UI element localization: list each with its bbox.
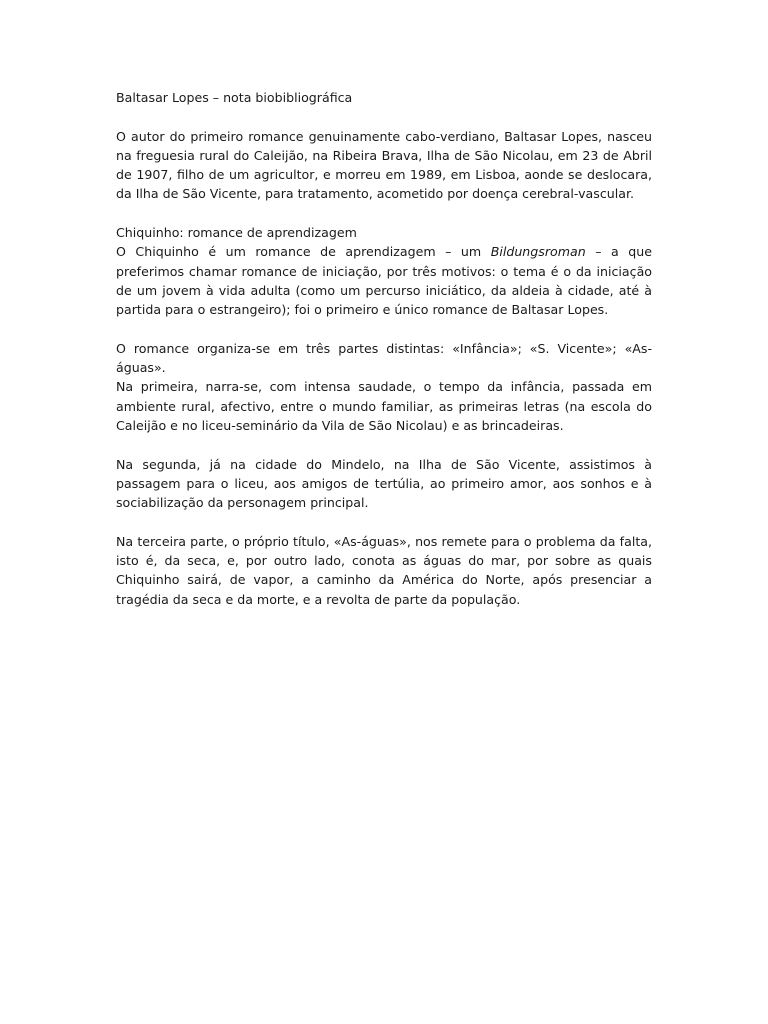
paragraph-second-part: Na segunda, já na cidade do Mindelo, na Ilha de São Vicente, assistimos à passagem para o liceu, aos amigos de tertúlia, ao primeiro amor, aos sonhos e à sociabilização da personagem principal. [116, 456, 652, 511]
paragraph-text-start: O Chiquinho é um romance de aprendizagem – um [116, 244, 491, 260]
paragraph-structure: O romance organiza-se em três partes distintas: «Infância»; «S. Vicente»; «As-águas». [116, 340, 652, 376]
paragraph-first-part: Na primeira, narra-se, com intensa saudade, o tempo da infância, passada em ambiente rural, afectivo, entre o mundo familiar, as primeiras letras (na escola do Caleijão e no liceu-seminário da Vila de São Nicolau) e as brincadeiras. [116, 379, 652, 434]
section-heading: Chiquinho: romance de aprendizagem [116, 225, 357, 241]
italic-term: Bildungsroman [490, 244, 586, 260]
paragraph-third-part: Na terceira parte, o próprio título, «As-águas», nos remete para o problema da falta, isto é, da seca, e, por outro lado, conota as águas do mar, por sobre as quais Chiquinho sairá, de vapor, a caminho da América do Norte, após presenciar a tragédia da seca e da morte, e a revolta de parte da população. [116, 533, 652, 607]
document-body [116, 88, 652, 628]
document-title: Baltasar Lopes – nota biobibliográfica [116, 90, 353, 105]
paragraph-novel-description [116, 242, 652, 319]
paragraph-author-bio: O autor do primeiro romance genuinamente cabo-verdiano, Baltasar Lopes, nasceu na freguesia rural do Caleijão, na Ribeira Brava, Ilha de São Nicolau, em 23 de Abril de 1907, filho de um agricultor, e morreu em 1989, em Lisboa, aonde se deslocara, da Ilha de São Vicente, para tratamento, acometido por doença cerebral-vascular. [116, 128, 652, 202]
paragraph-text-end: – a que preferimos chamar romance de iniciação, por três motivos: o tema é o da iniciação de um jovem à vida adulta (como um percurso iniciático, da aldeia à cidade, até à partida para o estrangeiro); foi o primeiro e único romance de Baltasar Lopes. [116, 244, 652, 318]
